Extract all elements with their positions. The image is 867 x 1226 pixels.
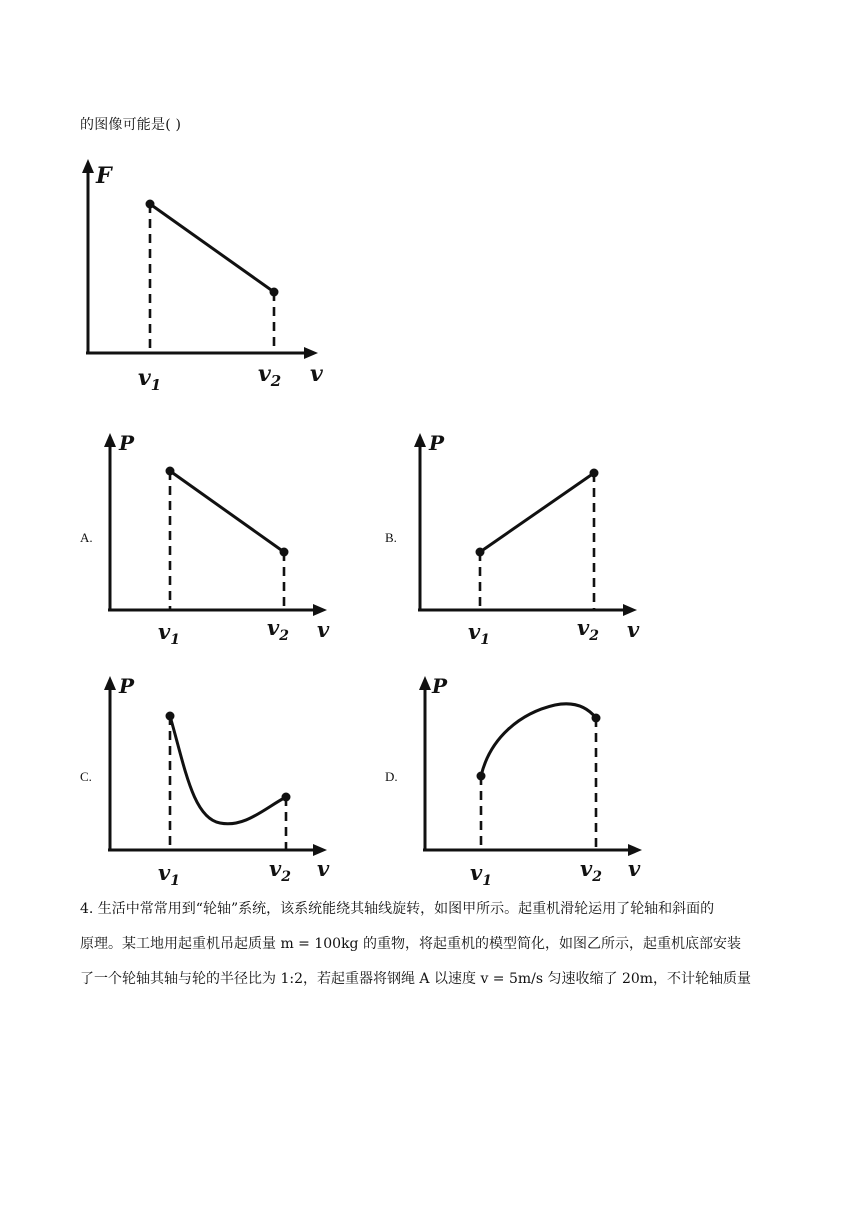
option-a-graph: [95, 425, 345, 650]
tick-v2-label: $v_2$: [258, 361, 282, 390]
svg-text:P: P: [429, 431, 445, 455]
svg-text:v2: $v_2$: [580, 856, 602, 885]
question-4-line-1: 4. 生活中常常用到“轮轴”系统，该系统能绕其轴线旋转，如图甲所示。起重机滑轮运用了轮轴和斜面的: [80, 901, 715, 917]
svg-text:v2: $v_2$: [267, 615, 289, 644]
point-v1: [146, 200, 155, 209]
svg-text:v2: $v_2$: [269, 856, 291, 885]
x-axis-label: v: [310, 361, 323, 387]
figure-f-v-graph: [70, 155, 340, 395]
svg-text:v2: $v_2$: [577, 615, 599, 644]
option-a-line: [170, 471, 284, 552]
svg-text:P: P: [432, 674, 448, 698]
question-4-line-3: 了一个轮轴其轴与轮的半径比为 1:2，若起重器将钢绳 A 以速度 v = 5m/s 匀速收缩了 20m，不计轮轴质量: [80, 971, 752, 987]
svg-text:v1: $v_1$: [158, 619, 180, 648]
option-d-curve: [481, 704, 596, 776]
svg-text:v: v: [317, 617, 330, 642]
svg-text:v1: $v_1$: [158, 860, 180, 889]
tick-v1-label: $v_1$: [138, 365, 162, 394]
f-v-line-segment: [150, 204, 274, 292]
svg-text:v1: $v_1$: [468, 619, 490, 648]
option-d-label: D.: [385, 769, 398, 784]
option-b-label: B.: [385, 530, 397, 545]
y-axis-label: F: [96, 163, 112, 189]
question-stem-tail: 的图像可能是( ): [80, 117, 182, 133]
point-v2: [270, 288, 279, 297]
x-axis-arrow: [304, 347, 318, 359]
svg-text:v: v: [627, 617, 640, 642]
svg-text:v1: $v_1$: [470, 860, 492, 889]
question-4: [80, 892, 800, 997]
option-b-line: [480, 473, 594, 552]
svg-text:P: P: [119, 674, 135, 698]
option-a-label: A.: [80, 530, 93, 545]
option-c-graph: [95, 668, 345, 893]
y-axis-arrow: [82, 159, 94, 173]
option-b-graph: [405, 425, 655, 650]
svg-text:v: v: [628, 856, 641, 881]
option-c-curve: [170, 716, 286, 824]
svg-text:P: P: [119, 431, 135, 455]
option-d-graph: [410, 668, 660, 893]
option-c-label: C.: [80, 769, 92, 784]
question-4-line-2: 原理。某工地用起重机吊起质量 m = 100kg 的重物，将起重机的模型简化，如图乙所示，起重机底部安装: [80, 936, 741, 952]
svg-text:v: v: [317, 856, 330, 881]
